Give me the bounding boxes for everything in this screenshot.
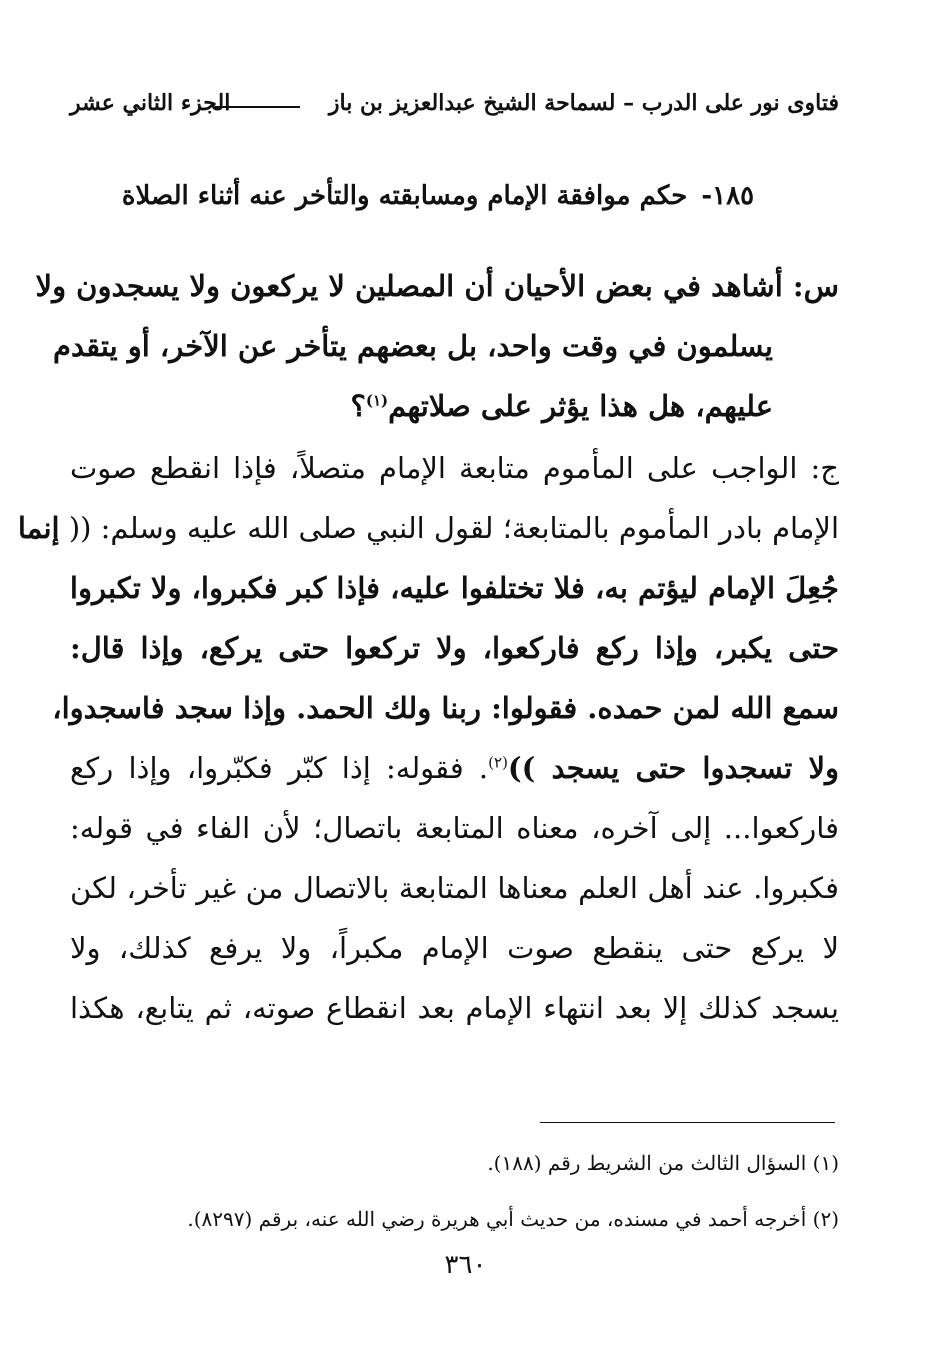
footnote-item: (١) السؤال الثالث من الشريط رقم (١٨٨). [487,1151,839,1175]
answer-line: لا يركع حتى ينقطع صوت الإمام مكبراً، ولا يرفع كذلك، ولا [70,931,839,965]
chapter-number: ١٨٥- [701,181,755,211]
running-header [70,86,839,126]
book-title: فتاوى نور على الدرب – لسماحة الشيخ عبدالعزيز بن باز [328,90,839,116]
book-part: الجزء الثاني عشر [70,90,231,116]
hadith-line: سمع الله لمن حمده. فقولوا: ربنا ولك الحمد. وإذا سجد فاسجدوا، [52,691,839,725]
hadith-text: إنما [17,511,60,545]
answer-text: . فقوله: إذا كبّر فكبّروا، وإذا ركع [70,751,489,785]
hadith-text: ولا تسجدوا حتى يسجد )) [507,751,839,785]
question-text: عليهم، هل هذا يؤثر على صلاتهم [388,389,773,423]
answer-line: فكبروا. عند أهل العلم معناها المتابعة بالاتصال من غير تأخر، لكن [70,871,839,905]
question-line: يسلمون في وقت واحد، بل بعضهم يتأخر عن الآخر، أو يتقدم [53,329,773,363]
hadith-line: جُعِلَ الإمام ليؤتم به، فلا تختلفوا عليه، فإذا كبر فكبروا، ولا تكبروا [69,571,839,605]
book-author: – لسماحة الشيخ عبدالعزيز بن باز [328,90,635,116]
chapter-title: حكم موافقة الإمام ومسابقته والتأخر عنه أثناء الصلاة [121,181,688,211]
question-mark: ؟ [350,389,366,423]
page-number: ٣٦٠ [444,1250,487,1280]
answer-line [70,738,839,798]
answer-text: الإمام بادر المأموم بالمتابعة؛ لقول النبي صلى الله عليه وسلم: (( [68,511,839,545]
footnote-item: (٢) أخرجه أحمد في مسنده، من حديث أبي هريرة رضي الله عنه، برقم (٨٢٩٧). [187,1207,839,1231]
question-line [70,376,839,436]
footnote-ref: (١) [365,391,389,410]
chapter-heading [120,181,756,211]
answer-block [17,438,839,1038]
question-block [35,256,839,436]
answer-line [17,498,839,558]
footnote-ref: (٢) [488,753,508,772]
answer-line: يسجد كذلك إلا بعد انتهاء الإمام بعد انقطاع صوته، ثم يتابع، هكذا [70,991,839,1025]
footnotes [70,1145,839,1257]
question-line: س: أشاهد في بعض الأحيان أن المصلين لا يركعون ولا يسجدون ولا [35,269,839,303]
answer-line: فاركعوا... إلى آخره، معناه المتابعة باتصال؛ لأن الفاء في قوله: [70,811,839,845]
hadith-line: حتى يكبر، وإذا ركع فاركعوا، ولا تركعوا حتى يركع، وإذا قال: [70,631,839,665]
answer-line: ج: الواجب على المأموم متابعة الإمام متصلاً، فإذا انقطع صوت [70,451,839,485]
footnote-separator [540,1122,835,1123]
